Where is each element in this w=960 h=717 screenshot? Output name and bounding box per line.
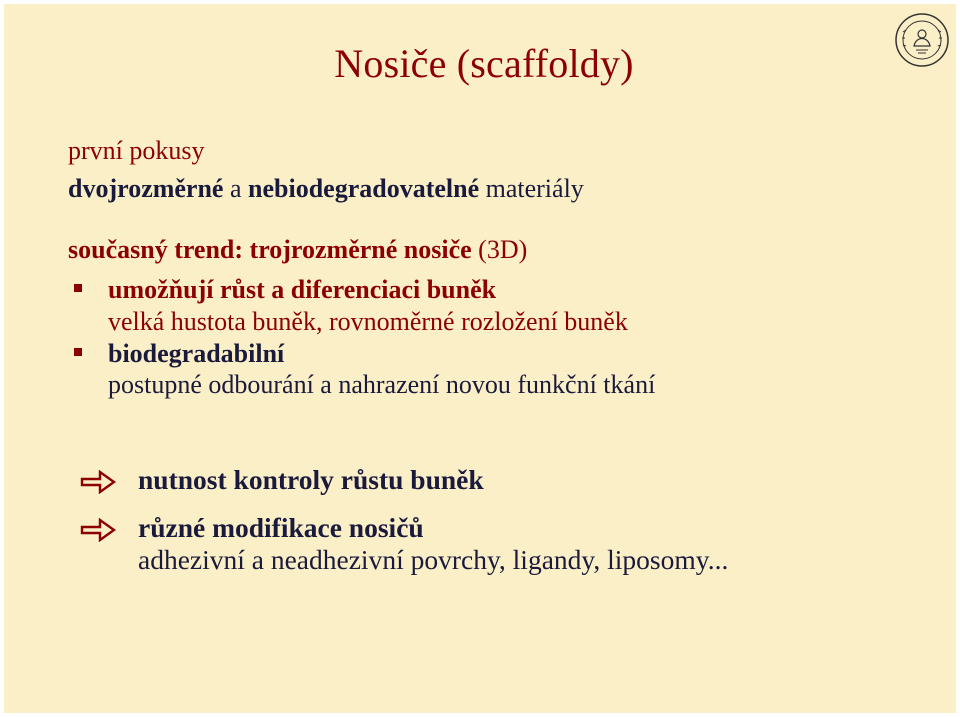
bullet-growth-title: umožňují růst a diferenciaci buněk [108,275,497,304]
square-bullet-icon [74,348,82,356]
materials-2d-text: dvojrozměrné [68,174,224,203]
current-trend-bold: současný trend: trojrozměrné nosiče [68,235,472,264]
slide [4,4,956,713]
bullet-growth-detail: velká hustota buněk, rovnoměrné rozložení buněk [108,307,628,336]
current-trend-heading [68,235,527,265]
conclusion-modifications-title: různé modifikace nosičů [138,512,424,543]
materials-and-text: a [229,174,242,203]
university-seal-icon [894,12,950,68]
materials-nonbiodegradable-text: nebiodegradovatelné [248,174,480,203]
current-trend-3d: (3D) [478,235,528,264]
materials-word-text: materiály [485,174,584,203]
right-arrow-icon [80,470,116,494]
page-title: Nosiče (scaffoldy) [334,41,634,86]
right-arrow-icon [80,518,116,542]
bullet-biodegradable-detail: postupné odbourání a nahrazení novou funkční tkání [108,370,656,399]
conclusion-modifications-detail: adhezivní a neadhezivní povrchy, ligandy, liposomy... [138,544,729,575]
materials-line [68,174,584,204]
bullet-biodegradable-title: biodegradabilní [108,339,285,368]
square-bullet-icon [74,284,82,292]
section-first-attempts-heading: první pokusy [68,136,205,165]
conclusion-growth-control: nutnost kontroly růstu buněk [138,464,484,495]
